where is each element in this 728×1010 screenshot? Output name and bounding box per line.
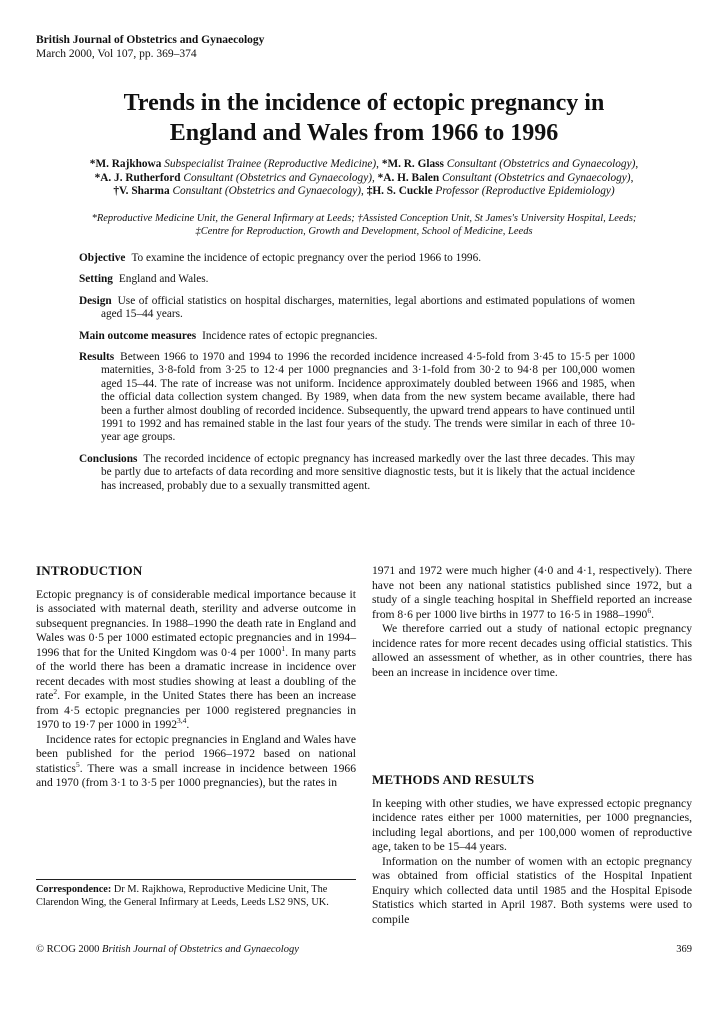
abstract-label: Setting [79,273,113,286]
author-name: *A. H. Balen [377,171,440,184]
abstract-label: Results [79,351,115,364]
abstract-design [79,295,635,322]
reference-marker: 3,4 [177,716,187,726]
correspondence-label: Correspondence: [36,884,112,895]
methods-paragraph-1: In keeping with other studies, we have expressed ectopic pregnancy incidence rates either per 1000 maternities, per 1000 pregnancies, including legal abortions, and per 100,000 women of reproductive age, taken to be 15–44 years. [372,796,692,853]
journal-name: British Journal of Obstetrics and Gynaecology [36,34,265,46]
journal-header [36,33,264,61]
author-role: Subspecialist Trainee (Reproductive Medicine) [164,158,377,170]
page-number: 369 [676,944,692,955]
author-line-1: *M. Rajkhowa Subspecialist Trainee (Reproductive Medicine), *M. R. Glass Consultant (Obstetrics and Gynaecology), [89,158,639,170]
affiliation-line-2: ‡Centre for Reproduction, Growth and Development, School of Medicine, Leeds [195,226,533,237]
article-title [60,88,668,148]
abstract-text: Use of official statistics on hospital discharges, maternities, legal abortions and estimated populations of women aged 15–44 years. [101,294,635,321]
intro-paragraph-3: 1971 and 1972 were much higher (4·0 and 4·1, respectively). There have not been any national statistics published since 1972, but a study of a single teaching hospital in Sheffield reported an increase from 8·6 per 1000 live births in 1977 to 16·5 in 1988–1990$^6$. [372,564,692,621]
intro-paragraph-1: Ectopic pregnancy is of considerable medical importance because it is associated with maternal death, sterility and adverse outcome in subsequent pregnancies. In 1988–1990 the death rate in England and Wales was 0·5 per 1000 estimated ectopic pregnancies and in 1994–1996 that for the United Kingdom was 0·4 per 1000$^1$. In many parts of the world there has been a dramatic increase in incidence over recent decades with most studies showing at least a doubling of the rate$^2$. For example, in the United States there has been an increase from 4·5 ectopic pregnancies per 1000 registered pregnancies in 1970 to 19·7 per 1000 in 1992$^{3,4}$. [36,587,357,731]
abstract-objective [79,252,635,265]
correspondence-text: Dr M. Rajkhowa, Reproductive Medicine Unit, The Clarendon Wing, the General Infirmary at Leeds, Leeds LS2 9NS, UK. [36,884,329,908]
author-name: †V. Sharma [113,185,170,198]
correspondence-note [36,883,356,909]
abstract-setting [79,273,635,286]
abstract-outcome-measures [79,330,635,343]
abstract-label: Main outcome measures [79,329,197,342]
abstract-results [79,351,635,445]
abstract [79,252,635,501]
author-name: *M. R. Glass [381,158,444,170]
abstract-text: Incidence rates of ectopic pregnancies. [202,329,378,342]
author-role: Consultant (Obstetrics and Gynaecology) [172,185,362,198]
abstract-text: Between 1966 to 1970 and 1994 to 1996 the recorded incidence increased 4·5-fold from 3·45 to 15·5 per 1000 maternities, 3·8-fold from 3·25 to 12·4 per 1000 pregnancies and 3·1-fold from 30·2 to 94·8 per 100,000 women aged 15–44. The rate of increase was not uniform. Incidence approximately doubled between 1966 and 1985, when the official data collection system changed. By 1989, when data from the new system became available, there had been a further almost doubling of recorded incidence. Subsequently, the upward trend appears to have continued until 1991 to 1992 and has remained stable in the last four years of the study. The trends were similar in each of three 10-year age groups. [101,351,635,444]
intro-paragraph-4: We therefore carried out a study of national ectopic pregnancy incidence rates for more recent decades using official statistics. This allowed an assessment of whether, as in other countries, there has been an increase in incidence over time. [372,622,692,679]
author-role: Consultant (Obstetrics and Gynaecology) [446,158,636,170]
reference-marker: 6 [647,605,652,615]
methods-paragraph-2: Information on the number of women with an ectopic pregnancy was obtained from official statistics of the Hospital Inpatient Enquiry which collected data until 1985 and the Hospital Episode Statistics which started in April 1987. Both systems were used to compile [372,854,692,926]
introduction-heading: INTRODUCTION [36,563,143,578]
author-name: ‡H. S. Cuckle [366,185,433,198]
journal-issue: March 2000, Vol 107, pp. 369–374 [36,48,197,60]
abstract-text: To examine the incidence of ectopic pregnancy over the period 1966 to 1996. [131,252,482,264]
page-footer [36,944,299,955]
left-column [36,564,356,791]
author-name: *A. J. Rutherford [94,171,181,184]
author-role: Professor (Reproductive Epidemiology) [435,185,615,198]
affiliation-line-1: *Reproductive Medicine Unit, the General Infirmary at Leeds; †Assisted Conception Unit, St James's University Hospital, Leeds; [91,213,637,224]
title-line-1: Trends in the incidence of ectopic pregnancy in [123,90,605,116]
intro-paragraph-2: Incidence rates for ectopic pregnancies in England and Wales have been published for the period 1966–1972 based on national statistics$^5$. There was a small increase in incidence between 1966 and 1970 (from 3·1 to 3·5 per 1000 pregnancies), but the rates in [36,732,356,789]
affiliations [20,212,708,238]
copyright: © RCOG 2000 [36,944,100,955]
abstract-text: The recorded incidence of ectopic pregnancy has increased markedly over the last three decades. This may be partly due to artefacts of data recording and more sensitive diagnostic tests, but it is likely that the actual incidence has increased, probably due to a sexually transmitted agent. [101,452,635,492]
abstract-label: Objective [79,252,126,264]
author-role: Consultant (Obstetrics and Gynaecology) [441,171,631,184]
author-role: Consultant (Obstetrics and Gynaecology) [183,171,372,184]
footnote-divider [36,879,356,880]
reference-marker: 5 [75,759,80,769]
author-name: *M. Rajkhowa [89,158,162,170]
methods-heading: METHODS AND RESULTS [372,772,535,787]
author-line-2: *A. J. Rutherford Consultant (Obstetrics and Gynaecology), *A. H. Balen Consultant (Obstetrics and Gynaecology), [94,171,634,184]
abstract-text: England and Wales. [118,273,209,286]
right-column-methods [372,773,692,927]
right-column-top [372,564,692,680]
author-line-3: †V. Sharma Consultant (Obstetrics and Gynaecology), ‡H. S. Cuckle Professor (Reproductive Epidemiology) [113,185,615,198]
author-list [20,158,708,199]
abstract-label: Design [79,294,112,307]
abstract-conclusions [79,453,635,493]
abstract-label: Conclusions [79,452,138,465]
reference-marker: 1 [281,643,286,653]
footer-journal-name: British Journal of Obstetrics and Gynaecology [102,944,299,955]
title-line-2: England and Wales from 1966 to 1996 [169,120,559,146]
reference-marker: 2 [53,687,58,697]
